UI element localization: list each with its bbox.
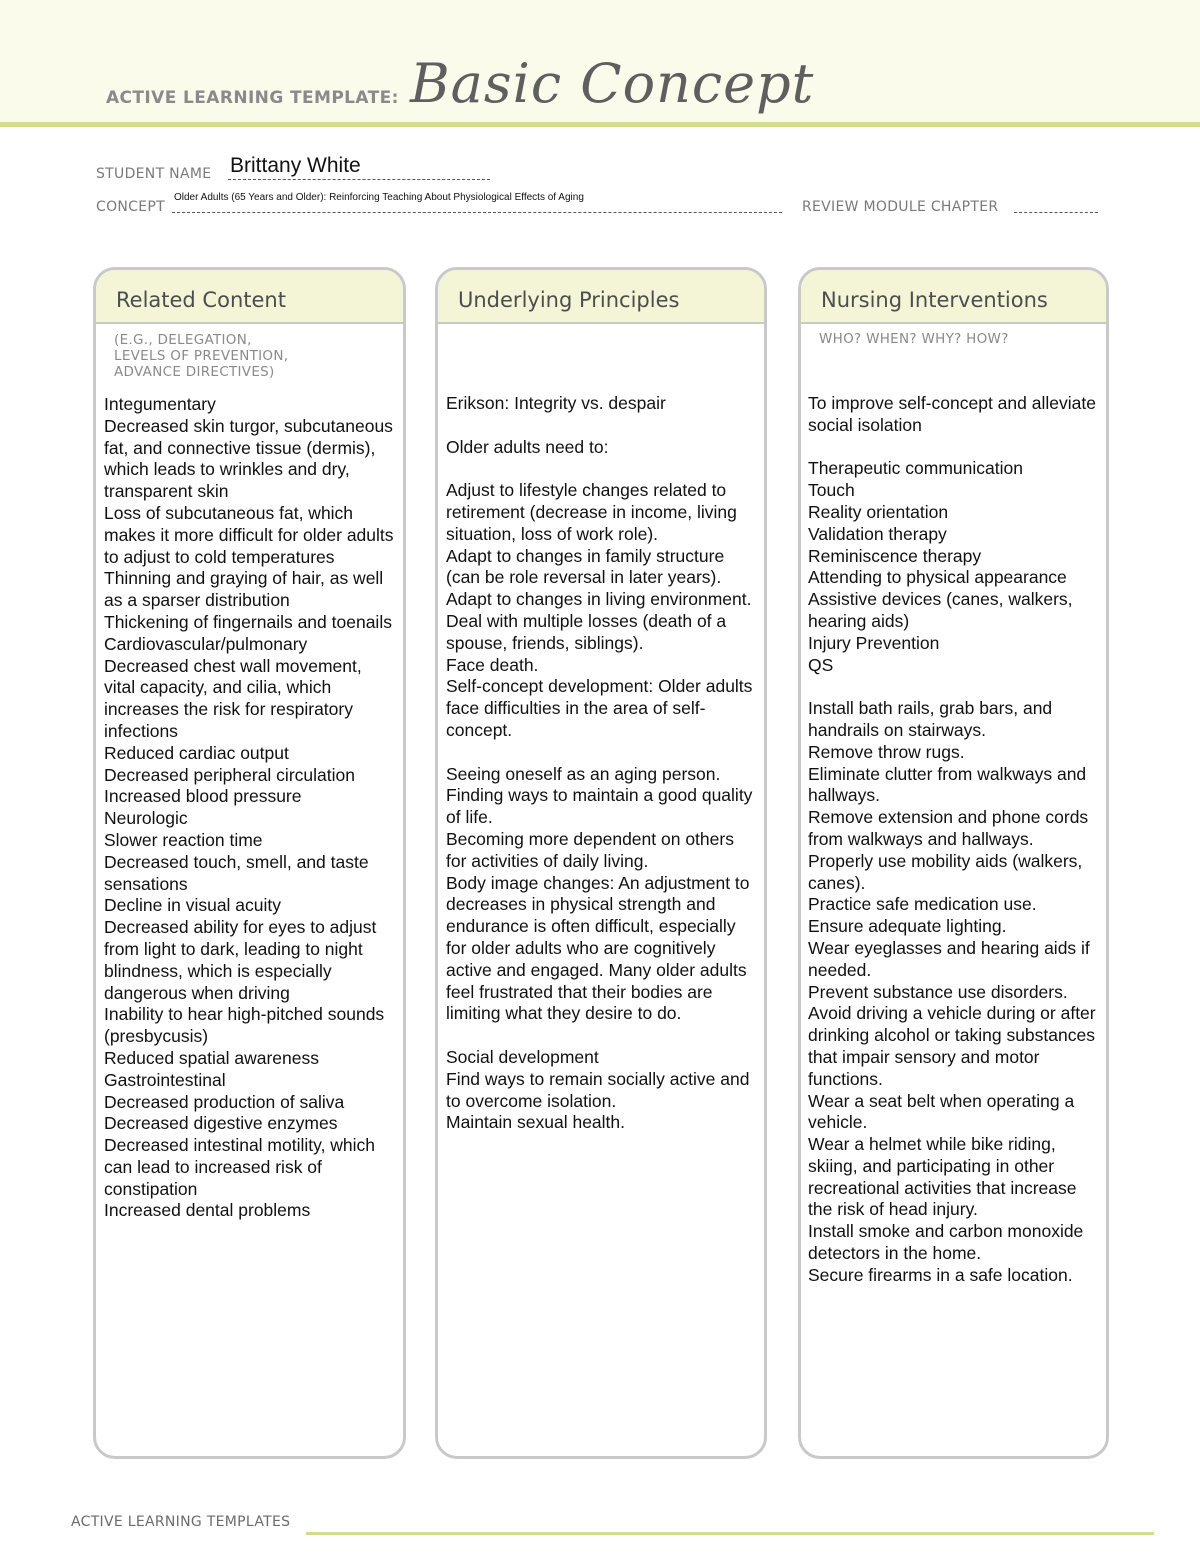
- student-name-label: STUDENT NAME: [96, 166, 212, 182]
- related-content-hint: (E.G., DELEGATION, LEVELS OF PREVENTION, ADVANCE DIRECTIVES): [114, 332, 289, 380]
- header-divider: [0, 122, 1200, 127]
- nursing-interventions-title: Nursing Interventions: [821, 288, 1048, 312]
- underlying-principles-header: [438, 270, 764, 324]
- student-name-line: [228, 179, 490, 180]
- student-name-field[interactable]: Brittany White: [230, 154, 361, 177]
- footer-divider: [306, 1532, 1154, 1535]
- nursing-interventions-hint: WHO? WHEN? WHY? HOW?: [819, 331, 1009, 347]
- template-title: Basic Concept: [410, 52, 815, 115]
- related-content-title: Related Content: [116, 288, 286, 312]
- concept-line: [172, 212, 782, 213]
- underlying-principles-title: Underlying Principles: [458, 288, 680, 312]
- nursing-interventions-text[interactable]: To improve self-concept and alleviate social isolation Therapeutic communication Touch Reality orientation Validation therapy Reminiscence therapy Attending to physical appearance Assistive devices (canes, walkers, hearing aids) Injury Prevention QS Install bath rails, grab bars, and handrails on stairways. Remove throw rugs. Eliminate clutter from walkways and hallways. Remove extension and phone cords from walkways and hallways. Properly use mobility aids (walkers, canes). Practice safe medication use. Ensure adequate lighting. Wear eyeglasses and hearing aids if needed. Prevent substance use disorders. Avoid driving a vehicle during or after drinking alcohol or taking substances that impair sensory and motor functions. Wear a seat belt when operating a vehicle. Wear a helmet while bike riding, skiing, and participating in other recreational activities that increase the risk of head injury. Install smoke and carbon monoxide detectors in the home. Secure firearms in a safe location.: [808, 393, 1096, 1285]
- review-module-label: REVIEW MODULE CHAPTER: [802, 199, 999, 215]
- footer-label: ACTIVE LEARNING TEMPLATES: [71, 1514, 291, 1530]
- related-content-text[interactable]: Integumentary Decreased skin turgor, subcutaneous fat, and connective tissue (dermis), which leads to wrinkles and dry, transparent skin Loss of subcutaneous fat, which makes it more difficult for older adults to adjust to cold temperatures Thinning and graying of hair, as well as a sparser distribution Thickening of fingernails and toenails Cardiovascular/pulmonary Decreased chest wall movement, vital capacity, and cilia, which increases the risk for respiratory infections Reduced cardiac output Decreased peripheral circulation Increased blood pressure Neurologic Slower reaction time Decreased touch, smell, and taste sensations Decline in visual acuity Decreased ability for eyes to adjust from light to dark, leading to night blindness, which is especially dangerous when driving Inability to hear high-pitched sounds (presbycusis) Reduced spatial awareness Gastrointestinal Decreased production of saliva Decreased digestive enzymes Decreased intestinal motility, which can lead to increased risk of constipation Increased dental problems: [104, 394, 394, 1221]
- template-label: ACTIVE LEARNING TEMPLATE:: [106, 88, 399, 108]
- concept-label: CONCEPT: [96, 199, 165, 215]
- underlying-principles-text[interactable]: Erikson: Integrity vs. despair Older adults need to: Adjust to lifestyle changes related to retirement (decrease in income, living situation, loss of work role). Adapt to changes in family structure (can be role reversal in later years). Adapt to changes in living environment. Deal with multiple losses (death of a spouse, friends, siblings). Face death. Self-concept development: Older adults face difficulties in the area of self-concept. Seeing oneself as an aging person. Finding ways to maintain a good quality of life. Becoming more dependent on others for activities of daily living. Body image changes: An adjustment to decreases in physical strength and endurance is often difficult, especially for older adults who are cognitively active and engaged. Many older adults feel frustrated that their bodies are limiting what they desire to do. Social development Find ways to remain socially active and to overcome isolation. Maintain sexual health.: [446, 393, 753, 1133]
- related-content-card: [93, 267, 406, 1459]
- concept-field[interactable]: Older Adults (65 Years and Older): Reinforcing Teaching About Physiological Effects of Aging: [174, 192, 584, 203]
- nursing-interventions-card: [798, 267, 1109, 1459]
- related-content-header: [96, 270, 403, 324]
- review-module-field[interactable]: [1014, 212, 1098, 213]
- nursing-interventions-header: [801, 270, 1106, 324]
- underlying-principles-card: [435, 267, 767, 1459]
